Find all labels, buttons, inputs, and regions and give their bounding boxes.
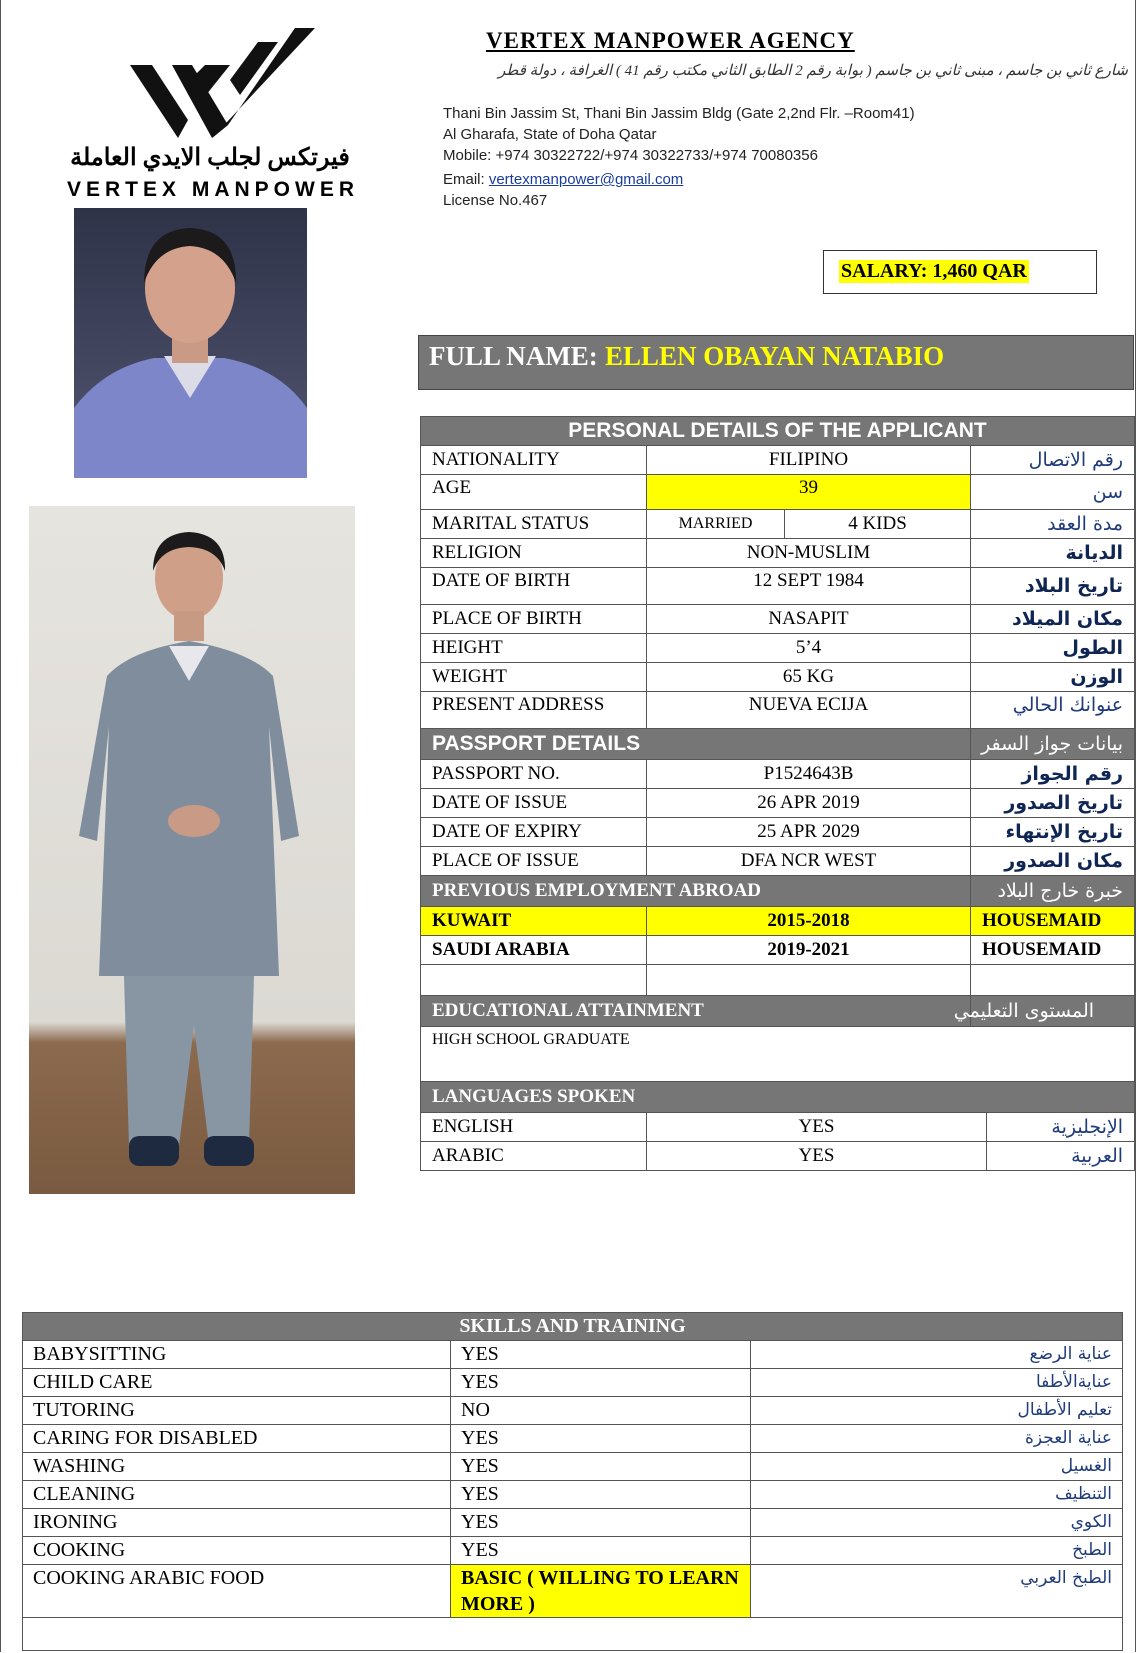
full-name-label: FULL NAME:	[429, 341, 598, 371]
skill-value: YES	[451, 1509, 751, 1537]
passport-title-arabic: بيانات جواز السفر	[971, 729, 1135, 760]
language-english-label: ENGLISH	[421, 1113, 647, 1142]
height-label: HEIGHT	[421, 634, 647, 663]
language-english-arabic: الإنجليزية	[987, 1113, 1135, 1142]
employment-years: 2015-2018	[647, 907, 971, 936]
age-label: AGE	[421, 475, 647, 510]
agency-address-arabic: شارع ثاني بن جاسم ، مبنى ثاني بن جاسم ( بوابة رقم 2 الطابق الثاني مكتب رقم 41 ) الغرافة ، دولة قطر	[498, 63, 1128, 79]
issue-date-value: 26 APR 2019	[647, 789, 971, 818]
skill-label: CHILD CARE	[23, 1369, 451, 1397]
skill-label: COOKING ARABIC FOOD	[23, 1565, 451, 1618]
kids-value: 4 KIDS	[785, 510, 971, 539]
skill-arabic: الكوي	[751, 1509, 1123, 1537]
skill-value: BASIC ( WILLING TO LEARN MORE )	[451, 1565, 751, 1618]
table-row	[421, 818, 1135, 847]
marital-arabic: مدة العقد	[971, 510, 1135, 539]
education-value: HIGH SCHOOL GRADUATE	[421, 1027, 1135, 1082]
skill-label: WASHING	[23, 1453, 451, 1481]
languages-title: LANGUAGES SPOKEN	[421, 1082, 1135, 1113]
skill-arabic: عناية العجزة	[751, 1425, 1123, 1453]
table-row	[421, 760, 1135, 789]
address-value: NUEVA ECIJA	[647, 692, 971, 729]
applicant-details-table	[420, 416, 1135, 1171]
skill-value: YES	[451, 1481, 751, 1509]
education-header	[421, 996, 1135, 1027]
nationality-label: NATIONALITY	[421, 446, 647, 475]
employment-country: KUWAIT	[421, 907, 647, 936]
skill-row	[23, 1565, 1123, 1618]
skill-arabic: الطبخ	[751, 1537, 1123, 1565]
table-row	[421, 510, 1135, 539]
salary-value: SALARY: 1,460 QAR	[841, 260, 1027, 282]
passport-title: PASSPORT DETAILS	[421, 729, 971, 760]
skill-row	[23, 1537, 1123, 1565]
table-row	[421, 539, 1135, 568]
skill-arabic: عناية الرضع	[751, 1341, 1123, 1369]
skill-arabic: تعليم الأطفال	[751, 1397, 1123, 1425]
skills-header	[23, 1313, 1123, 1341]
skill-arabic: التنظيف	[751, 1481, 1123, 1509]
age-arabic: سن	[971, 475, 1135, 510]
table-row	[421, 605, 1135, 634]
employment-row	[421, 936, 1135, 965]
religion-arabic: الديانة	[971, 539, 1135, 568]
issue-place-arabic: مكان الصدور	[971, 847, 1135, 876]
skill-row	[23, 1341, 1123, 1369]
table-row	[421, 446, 1135, 475]
agency-name: VERTEX MANPOWER AGENCY	[486, 28, 855, 53]
issue-date-arabic: تاريخ الصدور	[971, 789, 1135, 818]
employment-row-empty	[421, 965, 1135, 996]
employment-years: 2019-2021	[647, 936, 971, 965]
weight-arabic: الوزن	[971, 663, 1135, 692]
vertex-logo-mark	[130, 20, 320, 140]
skill-label: BABYSITTING	[23, 1341, 451, 1369]
skills-table	[22, 1312, 1123, 1651]
weight-value: 65 KG	[647, 663, 971, 692]
table-row	[421, 692, 1135, 729]
education-title-arabic: المستوى التعليمي	[971, 996, 1135, 1027]
skill-arabic: الطبخ العربي	[751, 1565, 1123, 1618]
height-arabic: الطول	[971, 634, 1135, 663]
dob-arabic: تاريخ البلاد	[971, 568, 1135, 605]
skill-label: CARING FOR DISABLED	[23, 1425, 451, 1453]
pob-arabic: مكان الميلاد	[971, 605, 1135, 634]
table-row	[421, 568, 1135, 605]
weight-label: WEIGHT	[421, 663, 647, 692]
languages-header	[421, 1082, 1135, 1113]
skill-arabic: الغسيل	[751, 1453, 1123, 1481]
language-arabic-arabic: العربية	[987, 1142, 1135, 1171]
issue-place-label: PLACE OF ISSUE	[421, 847, 647, 876]
table-row	[421, 789, 1135, 818]
full-name-bar	[418, 335, 1134, 390]
skill-row	[23, 1369, 1123, 1397]
expiry-date-label: DATE OF EXPIRY	[421, 818, 647, 847]
employment-row	[421, 907, 1135, 936]
email-label: Email:	[443, 171, 489, 188]
skill-value: YES	[451, 1341, 751, 1369]
issue-date-label: DATE OF ISSUE	[421, 789, 647, 818]
skill-value: YES	[451, 1369, 751, 1397]
skill-value: YES	[451, 1453, 751, 1481]
religion-label: RELIGION	[421, 539, 647, 568]
language-arabic-value: YES	[647, 1142, 987, 1171]
marital-value: MARRIED	[647, 510, 785, 539]
nationality-arabic: رقم الاتصال	[971, 446, 1135, 475]
passport-no-arabic: رقم الجواز	[971, 760, 1135, 789]
age-value: 39	[647, 475, 971, 510]
language-english-value: YES	[647, 1113, 987, 1142]
skill-label: TUTORING	[23, 1397, 451, 1425]
passport-header	[421, 729, 1135, 760]
skill-row	[23, 1481, 1123, 1509]
height-value: 5’4	[647, 634, 971, 663]
agency-address-line1: Thani Bin Jassim St, Thani Bin Jassim Bldg (Gate 2,2nd Flr. –Room41)	[443, 105, 915, 122]
skill-arabic: عنايةالأطفا	[751, 1369, 1123, 1397]
full-name-value: ELLEN OBAYAN NATABIO	[605, 341, 945, 371]
employment-position: HOUSEMAID	[971, 907, 1135, 936]
agency-address-line2: Al Gharafa, State of Doha Qatar	[443, 126, 657, 143]
table-row	[421, 663, 1135, 692]
pob-label: PLACE OF BIRTH	[421, 605, 647, 634]
address-arabic: عنوانك الحالي	[971, 692, 1135, 729]
language-row	[421, 1142, 1135, 1171]
skill-value: NO	[451, 1397, 751, 1425]
employment-country: SAUDI ARABIA	[421, 936, 647, 965]
employment-title: PREVIOUS EMPLOYMENT ABROAD	[421, 876, 971, 907]
dob-label: DATE OF BIRTH	[421, 568, 647, 605]
language-arabic-label: ARABIC	[421, 1142, 647, 1171]
religion-value: NON-MUSLIM	[647, 539, 971, 568]
skill-value: YES	[451, 1425, 751, 1453]
skill-label: CLEANING	[23, 1481, 451, 1509]
passport-no-label: PASSPORT NO.	[421, 760, 647, 789]
employment-title-arabic: خبرة خارج البلاد	[971, 876, 1135, 907]
employment-header	[421, 876, 1135, 907]
agency-license: License No.467	[443, 192, 548, 209]
issue-place-value: DFA NCR WEST	[647, 847, 971, 876]
passport-no-value: P1524643B	[647, 760, 971, 789]
table-row	[421, 847, 1135, 876]
agency-mobile: Mobile: +974 30322722/+974 30322733/+974 70080356	[443, 147, 818, 164]
salary-box	[823, 250, 1097, 294]
skill-row	[23, 1453, 1123, 1481]
address-label: PRESENT ADDRESS	[421, 692, 647, 729]
skill-label: IRONING	[23, 1509, 451, 1537]
marital-label: MARITAL STATUS	[421, 510, 647, 539]
dob-value: 12 SEPT 1984	[647, 568, 971, 605]
logo-arabic-text: فيرتكس لجلب الايدي العاملة	[70, 145, 350, 171]
pob-value: NASAPIT	[647, 605, 971, 634]
email-link[interactable]: vertexmanpower@gmail.com	[488, 171, 684, 188]
skill-row	[23, 1509, 1123, 1537]
education-row	[421, 1027, 1135, 1082]
skills-title: SKILLS AND TRAINING	[23, 1313, 1123, 1341]
personal-details-header	[421, 417, 1135, 446]
applicant-portrait-photo	[74, 208, 307, 478]
agency-email-line	[443, 171, 683, 188]
skill-row	[23, 1397, 1123, 1425]
skill-label: COOKING	[23, 1537, 451, 1565]
skill-value: YES	[451, 1537, 751, 1565]
expiry-date-arabic: تاريخ الإنتهاء	[971, 818, 1135, 847]
table-row	[421, 634, 1135, 663]
logo-english-text: VERTEX MANPOWER	[66, 178, 359, 201]
skill-row	[23, 1425, 1123, 1453]
expiry-date-value: 25 APR 2029	[647, 818, 971, 847]
employment-position: HOUSEMAID	[971, 936, 1135, 965]
language-row	[421, 1113, 1135, 1142]
nationality-value: FILIPINO	[647, 446, 971, 475]
personal-details-title: PERSONAL DETAILS OF THE APPLICANT	[421, 417, 1135, 446]
applicant-full-body-photo	[29, 506, 355, 1194]
table-row	[421, 475, 1135, 510]
skill-row-empty	[23, 1618, 1123, 1651]
education-title: EDUCATIONAL ATTAINMENT	[421, 996, 971, 1027]
